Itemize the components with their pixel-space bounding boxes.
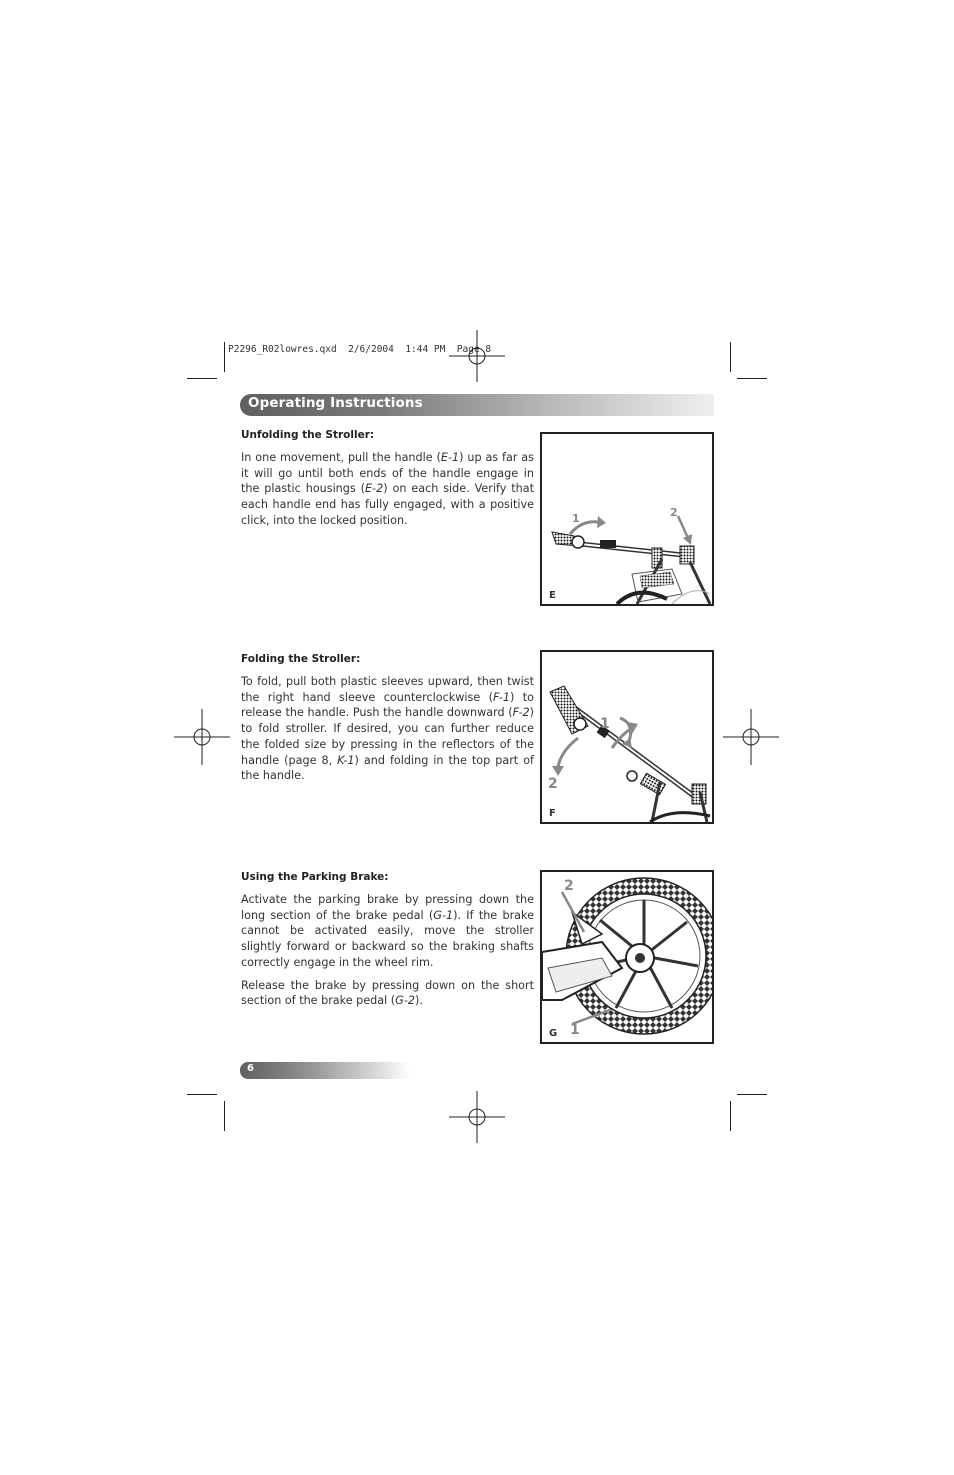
figure-f <box>540 650 714 824</box>
registration-mark-icon <box>449 328 505 384</box>
printer-slug: P2296_R02lowres.qxd 2/6/2004 1:44 PM Page 8 <box>228 344 492 355</box>
page-number: 6 <box>247 1063 254 1074</box>
crop-mark <box>187 1094 217 1095</box>
crop-mark <box>737 1094 767 1095</box>
page-title: Operating Instructions <box>248 395 423 411</box>
figure-e <box>540 432 714 606</box>
section-header-bar <box>240 394 714 416</box>
figure-label: F <box>549 808 556 819</box>
registration-mark-icon <box>174 709 230 765</box>
section-heading: Folding the Stroller: <box>241 653 361 665</box>
callout-number: 1 <box>570 1022 580 1038</box>
section-parking-brake <box>241 871 534 1016</box>
paragraph: To fold, pull both plastic sleeves upward, then twist the right hand sleeve counterclockwise (F-1) to release the handle. Push the handle downward (F-2) to fold stroller. If desired, you can further reduce the folded size by pressing in the reflectors of the handle (page 8, K-1) and folding in the top part of the handle. <box>241 675 535 783</box>
stroller-fold-illustration <box>542 652 712 822</box>
paragraph: Release the brake by pressing down on the short section of the brake pedal (G-2). <box>241 978 534 1008</box>
callout-number: 2 <box>548 776 558 792</box>
page-number-bar <box>240 1062 410 1079</box>
paragraph: Activate the parking brake by pressing down the long section of the brake pedal (G-1). If the brake cannot be activated easily, move the stroller slightly forward or backward so the braking shafts correctly engage in the wheel rim. <box>241 893 534 969</box>
section-heading: Unfolding the Stroller: <box>241 429 375 441</box>
crop-mark <box>224 342 225 372</box>
section-heading: Using the Parking Brake: <box>241 871 389 883</box>
figure-label: E <box>549 590 556 601</box>
callout-number: 1 <box>572 512 580 525</box>
crop-mark <box>187 378 217 379</box>
section-unfolding <box>241 429 534 536</box>
figure-g <box>540 870 714 1044</box>
figure-label: G <box>549 1028 558 1039</box>
paragraph: In one movement, pull the handle (E-1) up as far as it will go until both ends of the handle engage in the plastic housings (E-2) on each side. Verify that each handle end has fully engaged, with a positive click, into the locked position. <box>241 451 534 527</box>
crop-mark <box>730 1101 731 1131</box>
parking-brake-wheel-illustration <box>542 872 712 1042</box>
crop-mark <box>730 342 731 372</box>
crop-mark <box>737 378 767 379</box>
section-folding <box>241 653 534 791</box>
callout-number: 2 <box>564 878 574 894</box>
callout-number: 1 <box>600 716 610 732</box>
callout-number: 2 <box>670 506 678 519</box>
stroller-handle-illustration <box>542 434 712 604</box>
crop-mark <box>224 1101 225 1131</box>
registration-mark-icon <box>449 1089 505 1145</box>
registration-mark-icon <box>723 709 779 765</box>
